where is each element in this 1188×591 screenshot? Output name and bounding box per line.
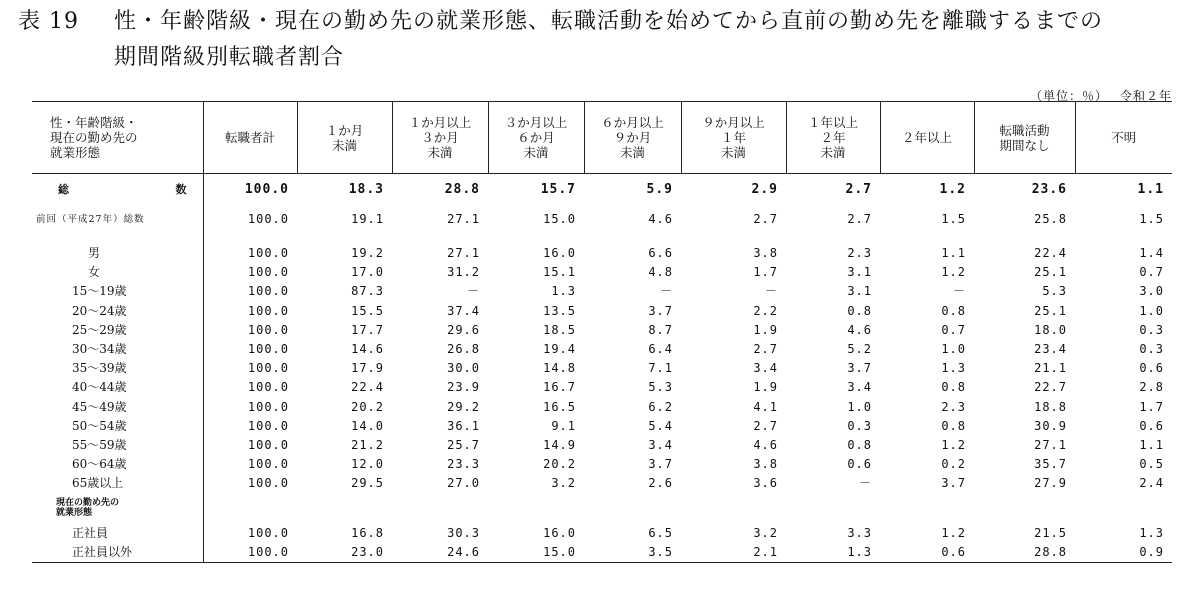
table-cell: 13.5	[543, 303, 576, 318]
row-label: 50～54歳	[32, 417, 203, 436]
header-cell: 性・年齢階級・ 現在の勤め先の 就業形態	[32, 102, 203, 174]
table-cell: 3.1	[847, 265, 872, 280]
spacer-row	[32, 234, 1172, 244]
table-cell: 100.0	[247, 303, 289, 318]
table-cell: 1.2	[941, 437, 966, 452]
table-cell: 100.0	[247, 437, 289, 452]
row-label: 60～64歳	[32, 455, 203, 474]
table-cell: 15.0	[543, 211, 576, 226]
table-cell: －	[952, 284, 966, 299]
table-cell: 6.4	[648, 342, 673, 357]
table-cell: 30.0	[447, 361, 480, 376]
table-cell: 0.6	[1139, 361, 1164, 376]
table-cell: 30.9	[1034, 418, 1067, 433]
table-cell: 1.0	[1139, 303, 1164, 318]
header-cell: １年以上 ２年 未満	[786, 102, 880, 174]
table-cell: 23.6	[1031, 181, 1067, 197]
spacer-cell	[203, 234, 1172, 244]
section-header-row	[32, 493, 1172, 523]
table-cell: 2.7	[845, 181, 872, 197]
table-cell: 0.3	[847, 418, 872, 433]
row-label: 女	[32, 263, 203, 282]
table-cell: 17.9	[351, 361, 384, 376]
table-cell: 100.0	[247, 246, 289, 261]
table-cell: 19.2	[351, 246, 384, 261]
row-label: 45～49歳	[32, 398, 203, 417]
table-cell: 100.0	[247, 380, 289, 395]
table-cell: 2.7	[753, 211, 778, 226]
table-row	[32, 244, 1172, 263]
row-label: 15～19歳	[32, 282, 203, 301]
table-cell: 23.0	[297, 543, 392, 563]
title-line-2: 期間階級別転職者割合	[114, 45, 345, 70]
table-cell: 14.8	[543, 361, 576, 376]
table-cell: 25.1	[1034, 265, 1067, 280]
table-cell: 1.1	[1139, 437, 1164, 452]
table-cell: 0.8	[941, 303, 966, 318]
table-cell: －	[858, 476, 872, 491]
table-cell: 6.5	[648, 525, 673, 540]
table-cell: 0.7	[941, 322, 966, 337]
table-cell: 22.4	[351, 380, 384, 395]
table-cell: 100.0	[247, 361, 289, 376]
table-cell: 0.9	[1075, 543, 1172, 563]
table-cell: 1.3	[1139, 525, 1164, 540]
table-cell: 0.8	[941, 418, 966, 433]
table-cell: －	[659, 284, 673, 299]
table-cell: 18.0	[1034, 322, 1067, 337]
table-row	[32, 359, 1172, 378]
table-cell: 27.1	[1034, 437, 1067, 452]
section-label-line-2: 就業形態	[56, 508, 93, 519]
section-label-line-1: 現在の勤め先の	[56, 498, 120, 509]
table-cell: 3.8	[753, 246, 778, 261]
table-cell: 100.0	[247, 476, 289, 491]
table-cell: 18.8	[1034, 399, 1067, 414]
table-cell: 3.7	[941, 476, 966, 491]
table-cell: 1.1	[941, 246, 966, 261]
table-cell: 1.5	[941, 211, 966, 226]
row-label: 55～59歳	[32, 436, 203, 455]
table-cell: 4.1	[753, 399, 778, 414]
table-cell: 100.0	[247, 284, 289, 299]
table-cell: 3.0	[1139, 284, 1164, 299]
table-row	[32, 417, 1172, 436]
table-cell: 1.2	[941, 265, 966, 280]
table-cell: 100.0	[247, 418, 289, 433]
table-cell: 4.6	[648, 211, 673, 226]
table-cell: 6.2	[648, 399, 673, 414]
table-cell: 5.3	[1042, 284, 1067, 299]
table-cell: 2.7	[753, 418, 778, 433]
header-cell: 転職者計	[203, 102, 297, 174]
table-cell: 3.7	[847, 361, 872, 376]
table-cell: 100.0	[203, 543, 297, 563]
table-cell: 1.0	[941, 342, 966, 357]
header-cell: ９か月以上 １年 未満	[681, 102, 786, 174]
table-cell: 27.9	[1034, 476, 1067, 491]
table-cell: 9.1	[551, 418, 576, 433]
table-cell: 16.0	[543, 246, 576, 261]
table-cell: 19.1	[351, 211, 384, 226]
section-fill	[203, 493, 1172, 523]
table-cell: 0.3	[1139, 322, 1164, 337]
table-cell: 0.8	[847, 437, 872, 452]
table-cell: 22.4	[1034, 246, 1067, 261]
table-cell: 21.2	[351, 437, 384, 452]
table-cell: 1.4	[1139, 246, 1164, 261]
table-cell: 14.9	[543, 437, 576, 452]
table-cell: 0.2	[941, 457, 966, 472]
table-cell: 35.7	[1034, 457, 1067, 472]
table-cell: 2.8	[1139, 380, 1164, 395]
table-cell: 2.7	[753, 342, 778, 357]
row-label: 40～44歳	[32, 378, 203, 397]
table-cell: 1.0	[847, 399, 872, 414]
table-cell: 23.9	[447, 380, 480, 395]
table-cell: 8.7	[648, 322, 673, 337]
table-cell: 20.2	[543, 457, 576, 472]
table-row	[32, 378, 1172, 397]
row-label: 正社員以外	[32, 543, 203, 563]
header-row	[32, 102, 1172, 174]
row-label	[32, 234, 203, 244]
table-cell: 25.8	[1034, 211, 1067, 226]
table-cell: 30.3	[447, 525, 480, 540]
table-cell: 3.7	[648, 457, 673, 472]
title-line-1	[18, 4, 1183, 40]
table-cell: 1.9	[753, 380, 778, 395]
table-cell: 14.6	[351, 342, 384, 357]
table-cell: 23.4	[1034, 342, 1067, 357]
row-label: 65歳以上	[32, 474, 203, 493]
header-cell: 不明	[1075, 102, 1172, 174]
row-label: 男	[32, 244, 203, 263]
table-cell: 0.8	[941, 380, 966, 395]
table-cell: 29.2	[447, 399, 480, 414]
table-cell: 100.0	[247, 399, 289, 414]
table-cell: 26.8	[447, 342, 480, 357]
header-cell: ６か月以上 ９か月 未満	[584, 102, 681, 174]
table-cell: 87.3	[351, 284, 384, 299]
table-cell: 100.0	[247, 525, 289, 540]
table-cell: 29.6	[447, 322, 480, 337]
table-cell: 27.1	[447, 211, 480, 226]
table-cell: －	[466, 284, 480, 299]
table-cell: 15.0	[488, 543, 584, 563]
header-cell: １か月以上 ３か月 未満	[392, 102, 488, 174]
table-cell: 4.6	[847, 322, 872, 337]
table-cell: 3.5	[584, 543, 681, 563]
header-cell: １か月 未満	[297, 102, 392, 174]
table-cell: 25.1	[1034, 303, 1067, 318]
table-cell: 17.0	[351, 265, 384, 280]
table-cell: 6.6	[648, 246, 673, 261]
year-label: 令和２年	[1119, 89, 1172, 103]
table-cell: 1.3	[786, 543, 880, 563]
table-cell: 27.1	[447, 246, 480, 261]
previous-total-row	[32, 204, 1172, 234]
statistics-table	[32, 101, 1172, 563]
table-cell: 1.1	[1137, 181, 1164, 197]
table-row	[32, 340, 1172, 359]
table-cell: 4.8	[648, 265, 673, 280]
table-cell: 3.3	[847, 525, 872, 540]
table-cell: 23.3	[447, 457, 480, 472]
title-text-1: 性・年齢階級・現在の勤め先の就業形態、転職活動を始めてから直前の勤め先を離職するまでの	[114, 9, 1104, 34]
table-cell: 0.6	[880, 543, 974, 563]
table-row	[32, 436, 1172, 455]
table-cell: 16.0	[543, 525, 576, 540]
table-cell: 2.6	[648, 476, 673, 491]
table-cell: 0.8	[847, 303, 872, 318]
table-cell: 100.0	[247, 211, 289, 226]
table-cell: 100.0	[247, 265, 289, 280]
table-cell: 15.7	[540, 181, 576, 197]
table-cell: 7.1	[648, 361, 673, 376]
table-cell: 29.5	[351, 476, 384, 491]
row-label: 30～34歳	[32, 340, 203, 359]
table-cell: 5.4	[648, 418, 673, 433]
table-cell: 21.1	[1034, 361, 1067, 376]
table-row	[32, 263, 1172, 282]
table-cell: 2.3	[941, 399, 966, 414]
total-label-left: 総	[58, 182, 69, 196]
table-row	[32, 455, 1172, 474]
table-cell: 100.0	[244, 181, 289, 197]
table-row	[32, 474, 1172, 493]
table-row	[32, 398, 1172, 417]
table-cell: 100.0	[247, 322, 289, 337]
table-cell: －	[764, 284, 778, 299]
table-number: 表 19	[18, 9, 79, 34]
table-cell: 16.8	[351, 525, 384, 540]
row-label: 35～39歳	[32, 359, 203, 378]
table-cell: 3.8	[753, 457, 778, 472]
row-label: 25～29歳	[32, 321, 203, 340]
table-cell: 0.5	[1139, 457, 1164, 472]
table-cell: 27.0	[447, 476, 480, 491]
table-cell: 18.5	[543, 322, 576, 337]
row-label: 20～24歳	[32, 302, 203, 321]
table-cell: 15.5	[351, 303, 384, 318]
table-cell: 12.0	[351, 457, 384, 472]
table-cell: 17.7	[351, 322, 384, 337]
table-cell: 3.7	[648, 303, 673, 318]
table-cell: 1.7	[1139, 399, 1164, 414]
table-cell: 2.7	[847, 211, 872, 226]
table-cell: 1.5	[1139, 211, 1164, 226]
table-row	[32, 321, 1172, 340]
table-cell: 31.2	[447, 265, 480, 280]
table-cell: 5.9	[646, 181, 673, 197]
table-cell: 0.6	[1139, 418, 1164, 433]
unit-label: （単位：％）	[1029, 89, 1108, 103]
header-cell: 転職活動 期間なし	[974, 102, 1075, 174]
table-cell: 28.8	[974, 543, 1075, 563]
row-label: 正社員	[32, 523, 203, 542]
header-cell: ３か月以上 ６か月 未満	[488, 102, 584, 174]
table-cell: 100.0	[247, 457, 289, 472]
row-label	[32, 174, 203, 205]
table-cell: 19.4	[543, 342, 576, 357]
table-cell: 18.3	[348, 181, 384, 197]
table-cell: 16.7	[543, 380, 576, 395]
table-cell: 1.9	[753, 322, 778, 337]
table-cell: 1.2	[941, 525, 966, 540]
table-cell: 3.1	[847, 284, 872, 299]
table-cell: 3.6	[753, 476, 778, 491]
table-cell: 3.4	[847, 380, 872, 395]
table-cell: 21.5	[1034, 525, 1067, 540]
table-cell: 24.6	[392, 543, 488, 563]
table-cell: 1.7	[753, 265, 778, 280]
table-cell: 3.4	[753, 361, 778, 376]
table-cell: 15.1	[543, 265, 576, 280]
table-row	[32, 523, 1172, 542]
header-cell: ２年以上	[880, 102, 974, 174]
table-cell: 3.2	[551, 476, 576, 491]
table-cell: 2.2	[753, 303, 778, 318]
table-cell: 25.7	[447, 437, 480, 452]
table-cell: 1.3	[551, 284, 576, 299]
table-cell: 1.2	[939, 181, 966, 197]
table-cell: 1.3	[941, 361, 966, 376]
table-cell: 37.4	[447, 303, 480, 318]
table-cell: 2.3	[847, 246, 872, 261]
table-cell: 5.3	[648, 380, 673, 395]
table-cell: 5.2	[847, 342, 872, 357]
table-cell: 28.8	[444, 181, 480, 197]
table-title	[18, 4, 1183, 76]
table-row	[32, 302, 1172, 321]
table-cell: 2.9	[751, 181, 778, 197]
table-cell: 20.2	[351, 399, 384, 414]
table-cell: 100.0	[247, 342, 289, 357]
total-row	[32, 174, 1172, 205]
table-cell: 36.1	[447, 418, 480, 433]
table-cell: 4.6	[753, 437, 778, 452]
table-cell: 14.0	[351, 418, 384, 433]
table-cell: 2.4	[1139, 476, 1164, 491]
table-cell: 0.6	[847, 457, 872, 472]
section-label	[32, 493, 203, 523]
table-cell: 3.4	[648, 437, 673, 452]
table-cell: 2.1	[681, 543, 786, 563]
table-cell: 22.7	[1034, 380, 1067, 395]
table-row	[32, 282, 1172, 301]
table-cell: 16.5	[543, 399, 576, 414]
table-cell: 0.7	[1139, 265, 1164, 280]
total-label-right: 数	[175, 182, 187, 196]
row-label: 前回（平成27年）総数	[32, 204, 203, 234]
table-cell: 0.3	[1139, 342, 1164, 357]
table-cell: 3.2	[753, 525, 778, 540]
table-row	[32, 543, 1172, 563]
